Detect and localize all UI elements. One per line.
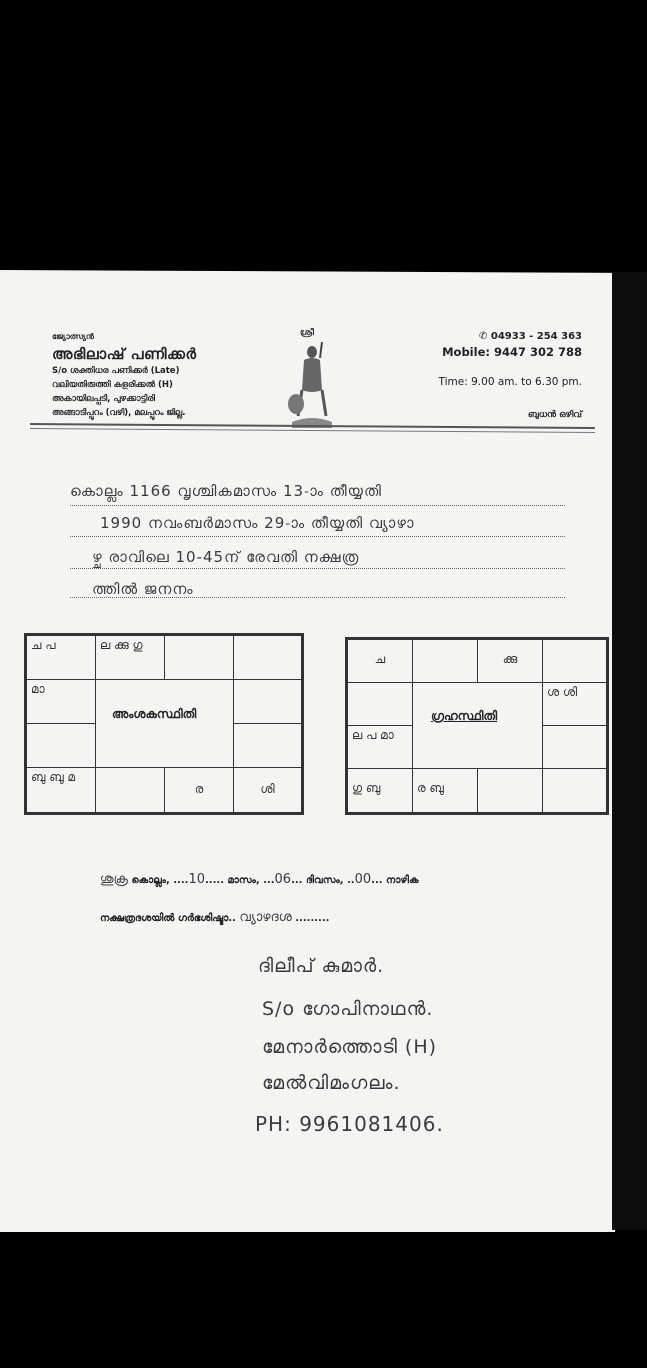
- holiday-note: ബുധൻ ഒഴിവ്: [527, 410, 582, 420]
- graha-cell-1: ച: [347, 639, 413, 683]
- masam-label: മാസം,: [227, 875, 260, 886]
- graha-cell-10: ര ബു: [412, 768, 478, 813]
- masam-value: 10: [188, 872, 205, 887]
- deity-icon: [282, 328, 342, 430]
- dasha-prefix: ശുക്ര: [100, 872, 128, 887]
- amsha-cell-1: ച പ: [26, 635, 96, 680]
- consult-time: Time: 9.00 am. to 6.30 pm.: [438, 376, 582, 388]
- dasha-balance-line: ശുക്ര കൊല്ലം, ....10..... മാസം, ...06... ദിവസം, ..00... നാഴിക: [100, 872, 419, 887]
- client-house: മേനാർത്തൊടി (H): [262, 1036, 438, 1058]
- graha-chart: [345, 637, 609, 815]
- birth-line-2: 1990 നവംബർമാസം 29-ാം തീയ്യതി വ്യാഴാ: [100, 514, 415, 532]
- nakshatra-line: നക്ഷത്രദശയിൽ ഗർഭശിഷ്ടാ.. വ്യാഴദശ .........: [100, 910, 330, 925]
- divasam-value: 06: [274, 872, 292, 887]
- client-father: S/o ഗോപിനാഥൻ.: [262, 998, 434, 1020]
- astrologer-place: അകായിലപ്പടി, പുഴക്കാട്ടിരി: [52, 394, 155, 404]
- amsha-center-label: അംശകസ്ഥിതി: [112, 707, 197, 721]
- amsha-cell-8: [233, 723, 302, 768]
- birth-line-3: ഴ്ച രാവിലെ 10-45ന് രേവതി നക്ഷത്ര: [92, 548, 360, 566]
- amsha-cell-3: [164, 635, 234, 680]
- deity-logo: [282, 328, 342, 430]
- graha-cell-12: [542, 768, 607, 813]
- birth-line-4: ത്തിൽ ജനനം: [92, 580, 194, 598]
- amsha-cell-4: [233, 635, 302, 680]
- birth-line-1: കൊല്ലം 1166 വൃശ്ചികമാസം 13-ാം തീയ്യതി: [70, 482, 382, 500]
- paper-shadow: [612, 272, 647, 1230]
- phone-number: ✆ 04933 - 254 363: [478, 331, 582, 342]
- birth-line-rule-4: [70, 597, 565, 598]
- graha-cell-2: [412, 639, 478, 683]
- astrologer-father: S/o ശക്തിധര പണിക്കർ (Late): [52, 366, 180, 376]
- graha-cell-8: [542, 725, 607, 769]
- birth-line-rule-2: [70, 536, 565, 537]
- astrologer-header: [52, 330, 196, 420]
- client-phone: PH: 9961081406.: [255, 1112, 444, 1136]
- graha-cell-3: ക്കു: [477, 639, 543, 683]
- amsha-cell-2: ല ക്കു ഗു: [95, 635, 165, 680]
- birth-line-rule-3: [70, 568, 565, 569]
- phone-icon: ✆: [478, 331, 491, 342]
- graha-cell-6: ശ ശി: [542, 682, 607, 726]
- graha-center-label: ഗ്രഹസ്ഥിതി: [431, 709, 498, 723]
- deity-top-symbol: ശ്രീ: [300, 328, 314, 338]
- nazhika-value: 00: [354, 872, 372, 887]
- graha-cell-4: [542, 639, 607, 683]
- astrologer-name: അഭിലാഷ് പണിക്കർ: [52, 345, 197, 363]
- amsha-cell-12: ശി: [233, 767, 302, 813]
- graha-cell-7: ല പ മാ: [347, 725, 413, 769]
- divasam-label: ദിവസം,: [305, 875, 344, 886]
- amsha-cell-11: ര: [164, 767, 234, 813]
- graha-cell-11: [477, 768, 543, 813]
- amsha-cell-7: [26, 723, 96, 768]
- nakshatra-label: നക്ഷത്രദശയിൽ ഗർഭശിഷ്ടാ..: [100, 913, 236, 924]
- astrologer-post: അങ്ങാടിപ്പുറം (വഴി), മലപ്പുറം ജില്ല.: [52, 408, 186, 418]
- amsha-chart: [24, 633, 304, 815]
- nakshatra-value: വ്യാഴദശ: [239, 910, 292, 925]
- client-place: മേൽവിമംഗലം.: [262, 1072, 401, 1094]
- graha-cell-9: ഗു ബു: [347, 768, 413, 813]
- amsha-cell-6: [233, 679, 302, 724]
- kollam-label: കൊല്ലം,: [131, 875, 170, 886]
- amsha-cell-9: ബു ബു മ: [26, 767, 96, 813]
- astrologer-title: ജ്യോത്സ്യൻ: [52, 332, 94, 341]
- nazhika-label: നാഴിക: [386, 875, 419, 886]
- birth-line-rule-1: [70, 505, 565, 506]
- mobile-number: Mobile: 9447 302 788: [442, 345, 582, 359]
- contact-header: [430, 330, 582, 420]
- client-name: ദിലീപ് കുമാർ.: [258, 955, 385, 977]
- amsha-cell-10: [95, 767, 165, 813]
- astrologer-house: വലിയതിരുത്തി കളരിക്കൽ (H): [52, 380, 173, 390]
- amsha-cell-5: മാ: [26, 679, 96, 724]
- graha-cell-5: [347, 682, 413, 726]
